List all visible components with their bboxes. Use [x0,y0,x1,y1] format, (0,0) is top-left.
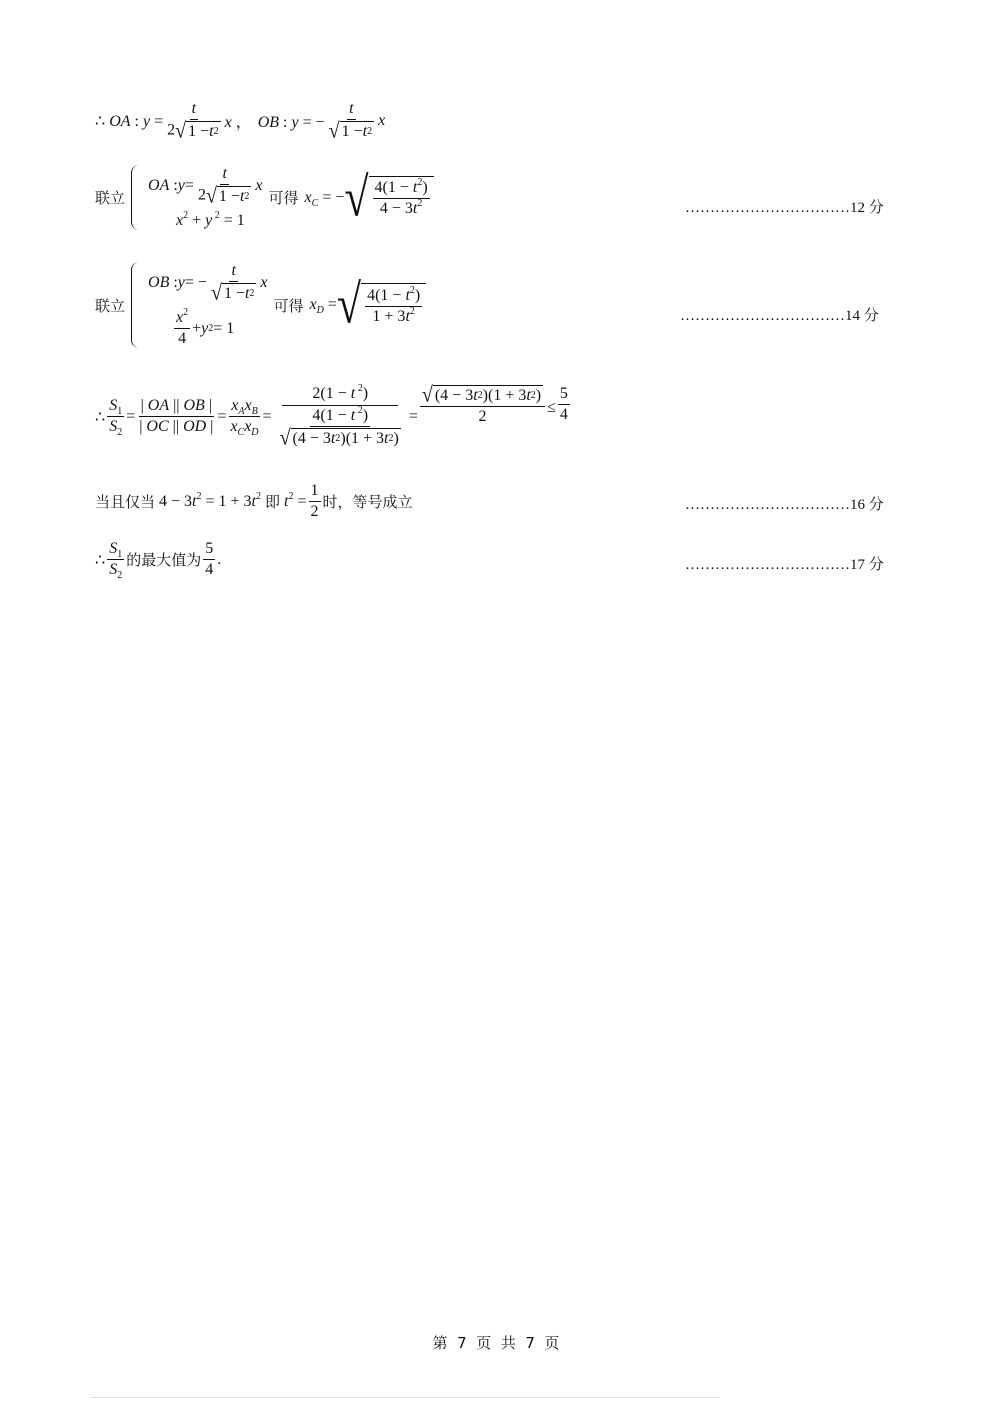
score-12: ……………………………12 分 [685,200,884,216]
score-14: ……………………………14 分 [680,308,879,324]
conclusion-line: ∴ $\frac{S_1}{S_2}$ 的最大值为 $\frac{5}{4}$ . [95,540,222,581]
ji-label: 即 [265,493,281,511]
obtain-label: 可得 [273,296,304,315]
joint-label: 联立 [95,189,126,207]
system-c: 联立 OA : y = t 2 √ 1 − t 2 x $x^2 + y$ $^2$ = 1 可得 $x_C$ = − √ $\frac{4(1 - t^2)}{4 - 3t^2}$ [95,165,434,230]
system-d: 联立 OB : y = − t √ 1 − t 2 x $\frac{x^2}{4}$ + y 2 = 1 可得 $x_D$ = √ $\frac{4(1 - t^2)}{1 + 3t^2}$ [95,262,426,348]
max-label: 的最大值为 [126,551,202,569]
score-16: ……………………………16 分 [685,497,884,513]
ratio-line: ∴ $\frac{S_1}{S_2}$ = $\frac{| OA || OB |}{| OC || OD |}$ = $\frac{x_Ax_B}{x_Cx_D}$ = 2(1 − t $^2$) 4(1 − t $^2$) √ (4 − 3 t 2 )(1 + 3 t 2 ) = √ (4 − 3 t 2 )(1 + 3 t 2 ) 2 ≤ $\frac{5}{4}$ [95,382,568,451]
score-17: ……………………………17 分 [685,557,884,573]
when-label: 当且仅当 [95,493,156,511]
equality-label: 时，等号成立 [322,493,413,511]
line-oa-ob: ∴ OA : y = t 2 √ 1 − t 2 x ， OB : y = − t √ 1 − t 2 x [95,100,386,144]
joint-label: 联立 [95,296,126,315]
brace [131,165,142,230]
scan-edge-line [90,1397,720,1398]
obtain-label: 可得 [268,189,299,207]
equality-line: 当且仅当 $4 - 3t^2 = 1 + 3t^2$ 即 $t^2$ = $\frac{1}{2}$ 时，等号成立 [95,482,413,520]
page-footer: 第 7 页 共 7 页 [432,1334,560,1352]
brace [131,262,142,348]
